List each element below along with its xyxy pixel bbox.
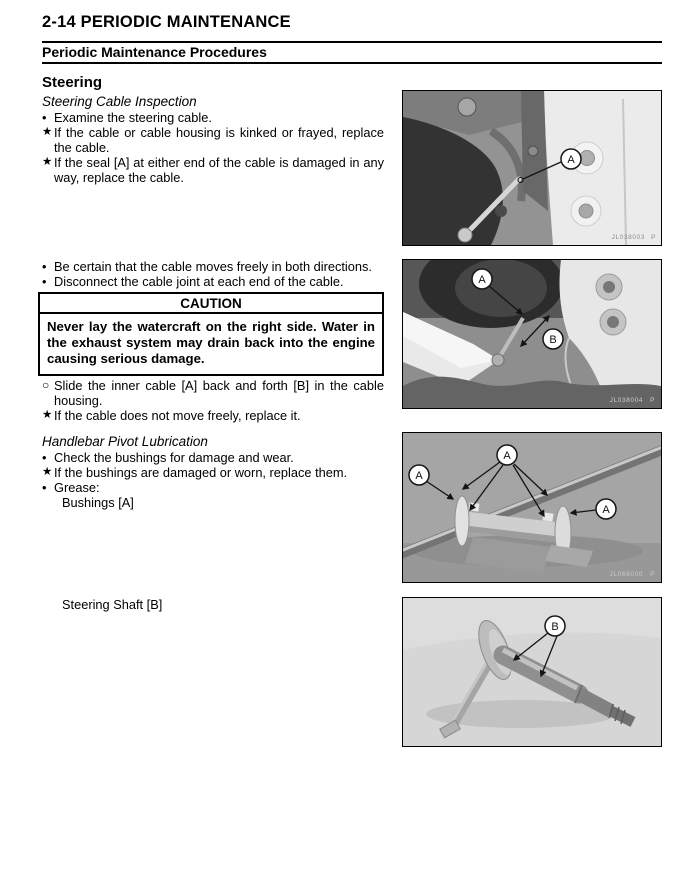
step-text: If the cable does not move freely, replace it. [54,408,301,423]
step-text: Check the bushings for damage and wear. [54,450,294,465]
figure-code: JL068000 [609,571,643,578]
figure-steering-cable-seal [402,90,662,246]
step-text: Grease: [54,480,100,495]
grease-item-bushings: Bushings [A] [62,495,134,510]
caution-title: CAUTION [40,294,382,314]
caution-box [38,292,384,376]
subsection-pivot-lubrication: Handlebar Pivot Lubrication [42,434,208,449]
page-title: 2-14 PERIODIC MAINTENANCE [42,13,291,31]
caution-body: Never lay the watercraft on the right side. Water in the exhaust system may drain back into the engine causing serious damage. [47,319,375,366]
step-marker: ★ [42,409,53,421]
procedure-step [42,259,384,274]
figure-inner-cable-slide [402,259,662,409]
figure-pivot-bushings [402,432,662,583]
subsection-cable-inspection: Steering Cable Inspection [42,94,197,109]
figure-code-suffix: P [650,571,655,578]
section-subtitle: Periodic Maintenance Procedures [42,44,267,60]
callout-a-label: A [478,274,486,286]
step-text: Be certain that the cable moves freely in both directions. [54,259,372,274]
step-marker: ★ [42,126,53,138]
step-marker: • [42,259,47,274]
callout-a-label: A [567,154,575,166]
procedure-step [42,110,384,125]
topic-heading: Steering [42,74,103,91]
procedure-step [42,450,384,465]
figure-steering-shaft [402,597,662,747]
figure-code-suffix: P [651,234,656,241]
step-marker: • [42,480,47,495]
callout-a-label: A [602,504,610,516]
photo-steering-shaft [403,598,661,746]
procedure-step [42,274,384,289]
step-marker: ★ [42,156,53,168]
step-marker: • [42,450,47,465]
procedure-steps-pivot [42,450,384,510]
step-marker: ○ [42,378,50,392]
header-rule-bottom [42,62,662,64]
callout-a-label: A [503,450,511,462]
step-text: Disconnect the cable joint at each end of the cable. [54,274,344,289]
figure-code: JL038003 [611,234,645,241]
step-text: Examine the steering cable. [54,110,212,125]
callout-b-label: B [551,621,559,633]
photo-steering-cable-seal [403,91,661,245]
photo-inner-cable-slide [403,260,661,408]
step-marker: • [42,274,47,289]
step-text: If the seal [A] at either end of the cable is damaged in any way, replace the cable. [54,155,384,185]
step-text: If the cable or cable housing is kinked or frayed, replace the cable. [54,125,384,155]
procedure-step [42,465,384,480]
procedure-steps-cable-2 [42,259,384,289]
procedure-steps-cable-3 [42,378,384,423]
grease-item-steering-shaft: Steering Shaft [B] [62,597,163,612]
procedure-step [42,408,384,423]
procedure-step [42,125,384,155]
procedure-steps-cable [42,110,384,185]
step-marker: • [42,110,47,125]
step-text: If the bushings are damaged or worn, replace them. [54,465,348,480]
callout-b-label: B [549,334,557,346]
photo-pivot-bushings [403,433,661,582]
procedure-step [42,378,384,408]
step-text: Slide the inner cable [A] back and forth [B] in the cable housing. [54,378,384,408]
callout-a-label: A [415,470,423,482]
procedure-step [42,480,384,495]
step-marker: ★ [42,466,53,478]
procedure-step [42,155,384,185]
header-rule-top [42,41,662,43]
figure-code-suffix: P [650,397,655,404]
figure-code: JL038004 [609,397,643,404]
